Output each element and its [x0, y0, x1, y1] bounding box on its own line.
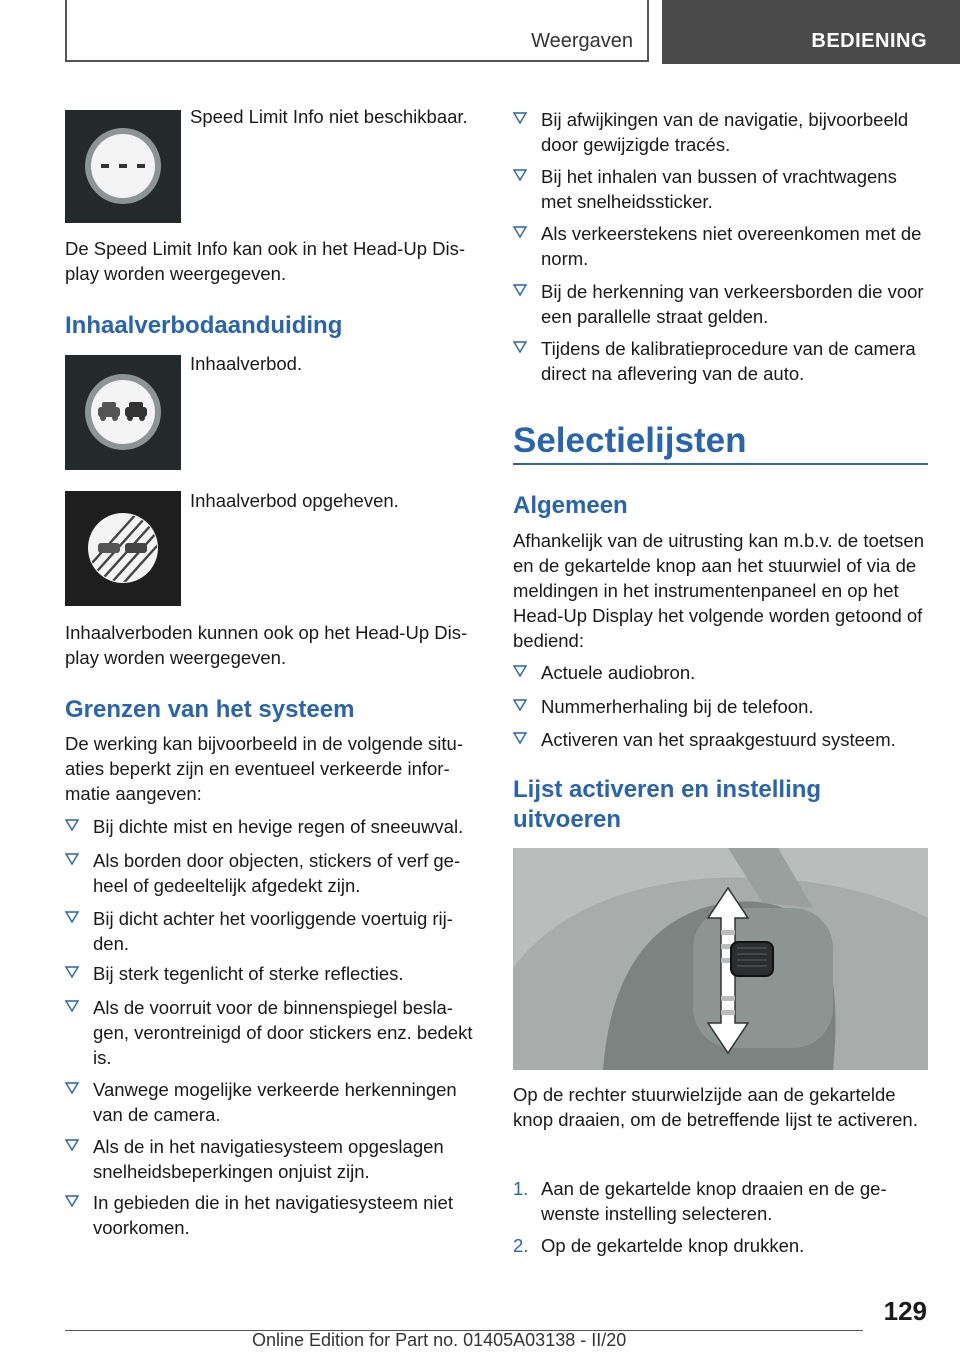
- overtaking-lifted-sign-icon: [65, 491, 181, 606]
- speed-limit-caption: Speed Limit Info niet beschikbaar.: [190, 106, 468, 127]
- list-item: Actuele audiobron.: [513, 660, 928, 685]
- triangle-bullet-icon: [65, 999, 79, 1013]
- list-item: In gebieden die in het navigatiesysteem niet voorkomen.: [65, 1190, 480, 1240]
- step-number: 2.: [513, 1235, 529, 1256]
- list-item: Bij sterk tegenlicht of sterke reflecties.: [65, 961, 480, 986]
- limits-intro: De werking kan bijvoorbeeld in de volgende situaties beperkt zijn en eventueel verkeerde informatie aangeven:: [65, 733, 463, 804]
- speed-limit-hud-text: De Speed Limit Info kan ook in het Head-Up Display worden weergegeven.: [65, 238, 466, 284]
- list-item: Bij dicht achter het voorliggende voertuig rijden.: [65, 906, 480, 956]
- triangle-bullet-icon: [65, 910, 79, 924]
- selection-lists-heading: Selectielijsten: [513, 421, 747, 460]
- triangle-bullet-icon: [513, 283, 527, 297]
- triangle-bullet-icon: [513, 340, 527, 354]
- list-item: Bij afwijkingen van de navigatie, bijvoorbeeld door gewijzigde tracés.: [513, 107, 928, 157]
- step-item: [513, 1176, 928, 1226]
- triangle-bullet-icon: [513, 698, 527, 712]
- triangle-bullet-icon: [65, 1138, 79, 1152]
- triangle-bullet-icon: [513, 731, 527, 745]
- list-item: Bij dichte mist en hevige regen of sneeuwval.: [65, 814, 480, 839]
- header-title: Weergaven: [531, 30, 633, 52]
- general-heading: Algemeen: [513, 492, 628, 519]
- overtaking-hud-text: Inhaalverboden kunnen ook op het Head-Up Display worden weergegeven.: [65, 622, 468, 668]
- page-number: 129: [883, 1296, 927, 1326]
- header-title-box: [65, 0, 649, 62]
- steering-wheel-knurled-knob-photo: [513, 848, 928, 1070]
- footer-edition: Online Edition for Part no. 01405A03138 - II/20: [252, 1330, 627, 1350]
- triangle-bullet-icon: [513, 168, 527, 182]
- heading-rule: [513, 463, 928, 465]
- list-item: Activeren van het spraakgestuurd systeem.: [513, 727, 928, 752]
- step-text: Aan de gekartelde knop draaien en de gewenste instelling selecteren.: [541, 1178, 887, 1224]
- list-item: Bij de herkenning van verkeersborden die voor een parallelle straat gelden.: [513, 279, 928, 329]
- list-item: Als borden door objecten, stickers of verf geheel of gedeeltelijk afgedekt zijn.: [65, 848, 480, 898]
- triangle-bullet-icon: [513, 664, 527, 678]
- list-item: Als verkeerstekens niet overeenkomen met de norm.: [513, 221, 928, 271]
- list-item: Als de in het navigatiesysteem opgeslagen snelheidsbeperkingen onjuist zijn.: [65, 1134, 480, 1184]
- no-overtaking-sign-icon: [65, 355, 181, 470]
- list-item: Bij het inhalen van bussen of vrachtwagens met snelheidssticker.: [513, 164, 928, 214]
- step-text: Op de gekartelde knop drukken.: [541, 1235, 805, 1256]
- limits-heading: Grenzen van het systeem: [65, 696, 355, 723]
- header-section-label: BEDIENING: [811, 30, 927, 52]
- triangle-bullet-icon: [65, 965, 79, 979]
- activate-text: Op de rechter stuurwielzijde aan de gekartelde knop draaien, om de betreffende lijst te activeren.: [513, 1084, 918, 1130]
- list-item: Vanwege mogelijke verkeerde herkenningen van de camera.: [65, 1077, 480, 1127]
- triangle-bullet-icon: [65, 852, 79, 866]
- triangle-bullet-icon: [513, 111, 527, 125]
- list-item: Tijdens de kalibratieprocedure van de camera direct na aflevering van de auto.: [513, 336, 928, 386]
- overtaking-caption: Inhaalverbod.: [190, 353, 303, 374]
- speed-limit-unavailable-sign-icon: [65, 110, 181, 223]
- triangle-bullet-icon: [65, 1081, 79, 1095]
- triangle-bullet-icon: [513, 225, 527, 239]
- triangle-bullet-icon: [65, 818, 79, 832]
- activate-heading: Lijst activeren en instelling uitvoeren: [513, 776, 822, 833]
- triangle-bullet-icon: [65, 1194, 79, 1208]
- overtaking-heading: Inhaalverbodaanduiding: [65, 312, 343, 339]
- list-item: Nummerherhaling bij de telefoon.: [513, 694, 928, 719]
- step-item: [513, 1233, 928, 1258]
- general-text: Afhankelijk van de uitrusting kan m.b.v. de toetsen en de gekartelde knop aan het stuurwiel of via de meldingen in het instrumentenpaneel en op het Head-Up Display het volgende worden getoond of bediend:: [513, 530, 925, 651]
- overtaking-lifted-caption: Inhaalverbod opgeheven.: [190, 490, 399, 511]
- header-section-tab: [662, 0, 960, 64]
- list-item: Als de voorruit voor de binnenspiegel beslagen, verontreinigd of door stickers enz. bedekt is.: [65, 995, 480, 1070]
- step-number: 1.: [513, 1178, 529, 1199]
